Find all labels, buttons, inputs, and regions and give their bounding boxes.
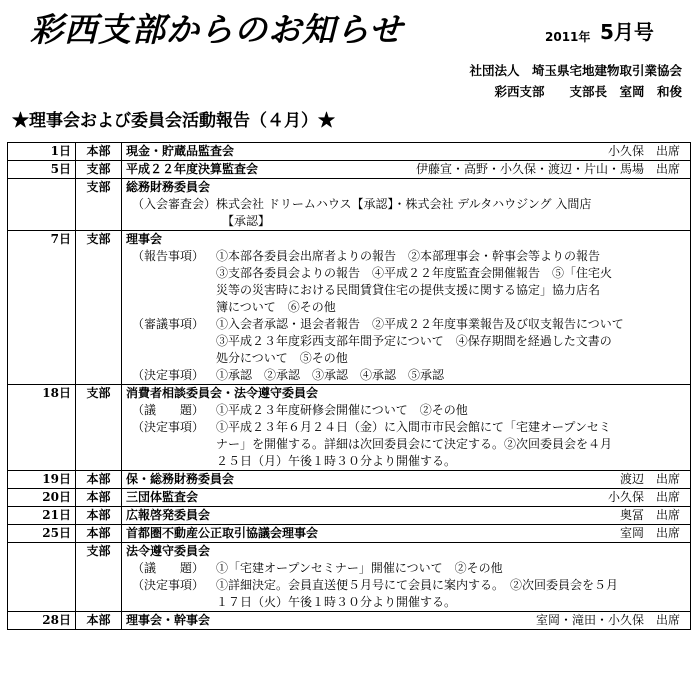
- issue-year: 2011年: [545, 30, 591, 44]
- row-content: [122, 385, 691, 471]
- table-row: [8, 507, 691, 525]
- meeting-title: 現金・貯蔵品監査会: [126, 144, 235, 158]
- agenda-line: ①「宅建オープンセミナー」開催について ②その他: [216, 561, 503, 575]
- agenda-line: 処分について ⑤その他: [216, 351, 348, 365]
- agenda-line: ナー」を開催する。詳細は次回委員会にて決定する。②次回委員会を４月: [216, 437, 613, 451]
- row-content: [122, 179, 691, 231]
- row-day: 19日: [8, 471, 76, 489]
- row-day: 25日: [8, 525, 76, 543]
- agenda-line: ①詳細決定。会員直送便５月号にて会員に案内する。 ②次回委員会を５月: [216, 578, 619, 592]
- row-day: 20日: [8, 489, 76, 507]
- agenda-item: [132, 248, 686, 316]
- agenda-line: ③平成２３年度彩西支部年間予定について ④保存期間を経過した文書の: [216, 334, 612, 348]
- table-row: [8, 612, 691, 630]
- table-row: [8, 143, 691, 161]
- newsletter-title: 彩西支部からのお知らせ: [30, 10, 404, 49]
- table-row: [8, 543, 691, 612]
- row-organizer: 支部: [76, 161, 122, 179]
- agenda-label: （審議事項）: [132, 317, 205, 331]
- row-organizer: 本部: [76, 525, 122, 543]
- attendees: 室岡 出席: [619, 526, 680, 540]
- row-organizer: 本部: [76, 143, 122, 161]
- activity-table: [7, 142, 691, 630]
- row-content: [122, 489, 691, 507]
- row-day: 7日: [8, 231, 76, 385]
- agenda-label: （決定事項）: [132, 368, 205, 382]
- agenda-line: ①承認 ②承認 ③承認 ④承認 ⑤承認: [216, 368, 445, 382]
- agenda-line: ①入会者承認・退会者報告 ②平成２２年度事業報告及び収支報告について: [216, 317, 624, 331]
- agenda-item: [132, 367, 686, 384]
- row-organizer: 本部: [76, 507, 122, 525]
- agenda-line: １７日（火）午後１時３０分より開催する。: [216, 595, 457, 609]
- table-row: [8, 385, 691, 471]
- row-organizer: 支部: [76, 231, 122, 385]
- table-row: [8, 231, 691, 385]
- row-organizer: 本部: [76, 471, 122, 489]
- branch-chief: 彩西支部 支部長 室岡 和俊: [494, 84, 682, 99]
- meeting-title: 理事会・幹事会: [126, 613, 211, 627]
- agenda-line: ①平成２３年６月２４日（金）に入間市市民会館にて「宅建オープンセミ: [216, 420, 611, 434]
- meeting-title: 平成２２年度決算監査会: [126, 162, 259, 176]
- meeting-title: 理事会: [126, 232, 163, 246]
- attendees: 小久保 出席: [607, 144, 680, 158]
- detail-line: （入会審査会）株式会社 ドリームハウス【承認】・株式会社 デルタハウジング 入間店: [132, 197, 592, 211]
- agenda-label: （決定事項）: [132, 420, 205, 434]
- agenda-label: （議 題）: [132, 561, 205, 575]
- meeting-title: 法令遵守委員会: [126, 544, 211, 558]
- agenda-line: ①本部各委員会出席者よりの報告 ②本部理事会・幹事会等よりの報告: [216, 249, 601, 263]
- agenda-line: 簿について ⑥その他: [216, 300, 336, 314]
- row-content: [122, 525, 691, 543]
- agenda-item: [132, 402, 686, 419]
- agenda-label: （議 題）: [132, 403, 205, 417]
- row-organizer: 本部: [76, 489, 122, 507]
- attendees: 室岡・滝田・小久保 出席: [535, 613, 680, 627]
- table-row: [8, 525, 691, 543]
- attendees: 小久保 出席: [607, 490, 680, 504]
- row-organizer: 支部: [76, 543, 122, 612]
- table-row: [8, 179, 691, 231]
- row-organizer: 本部: [76, 612, 122, 630]
- row-day: [8, 543, 76, 612]
- row-content: [122, 507, 691, 525]
- agenda-label: （報告事項）: [132, 249, 205, 263]
- agenda-line: ③支部各委員会よりの報告 ④平成２２年度監査会開催報告 ⑤「住宅火: [216, 266, 613, 280]
- table-row: [8, 489, 691, 507]
- row-organizer: 支部: [76, 385, 122, 471]
- agenda-item: [132, 316, 686, 367]
- row-content: [122, 231, 691, 385]
- meeting-title: 保・総務財務委員会: [126, 472, 235, 486]
- row-day: 5日: [8, 161, 76, 179]
- row-content: [122, 612, 691, 630]
- meeting-title: 三団体監査会: [126, 490, 199, 504]
- agenda-line: ２５日（月）午後１時３０分より開催する。: [216, 454, 457, 468]
- attendees: 伊藤宣・高野・小久保・渡辺・片山・馬場 出席: [415, 162, 680, 176]
- attendees: 奥冨 出席: [619, 508, 680, 522]
- section-title: ★理事会および委員会活動報告（４月）★: [12, 111, 335, 131]
- row-day: 28日: [8, 612, 76, 630]
- organization-name: 社団法人 埼玉県宅地建物取引業協会: [469, 63, 682, 78]
- row-organizer: 支部: [76, 179, 122, 231]
- row-day: 21日: [8, 507, 76, 525]
- row-day: 18日: [8, 385, 76, 471]
- meeting-title: 首都圏不動産公正取引協議会理事会: [126, 526, 319, 540]
- row-content: [122, 143, 691, 161]
- agenda-item: [132, 560, 686, 577]
- attendees: 渡辺 出席: [619, 472, 680, 486]
- agenda-line: ①平成２３年度研修会開催について ②その他: [216, 403, 468, 417]
- agenda-item: [132, 577, 686, 611]
- agenda-item: [132, 419, 686, 470]
- issue-month: 5月号: [600, 20, 654, 44]
- row-content: [122, 471, 691, 489]
- row-content: [122, 161, 691, 179]
- meeting-title: 総務財務委員会: [126, 180, 211, 194]
- row-day: [8, 179, 76, 231]
- agenda-line: 災等の災害時における民間賃貸住宅の提供支援に関する協定」協力店名: [216, 283, 601, 297]
- meeting-title: 広報啓発委員会: [126, 508, 211, 522]
- agenda-label: （決定事項）: [132, 578, 205, 592]
- meeting-title: 消費者相談委員会・法令遵守委員会: [126, 386, 319, 400]
- table-row: [8, 161, 691, 179]
- table-row: [8, 471, 691, 489]
- row-day: 1日: [8, 143, 76, 161]
- detail-line: 【承認】: [222, 214, 271, 228]
- row-content: [122, 543, 691, 612]
